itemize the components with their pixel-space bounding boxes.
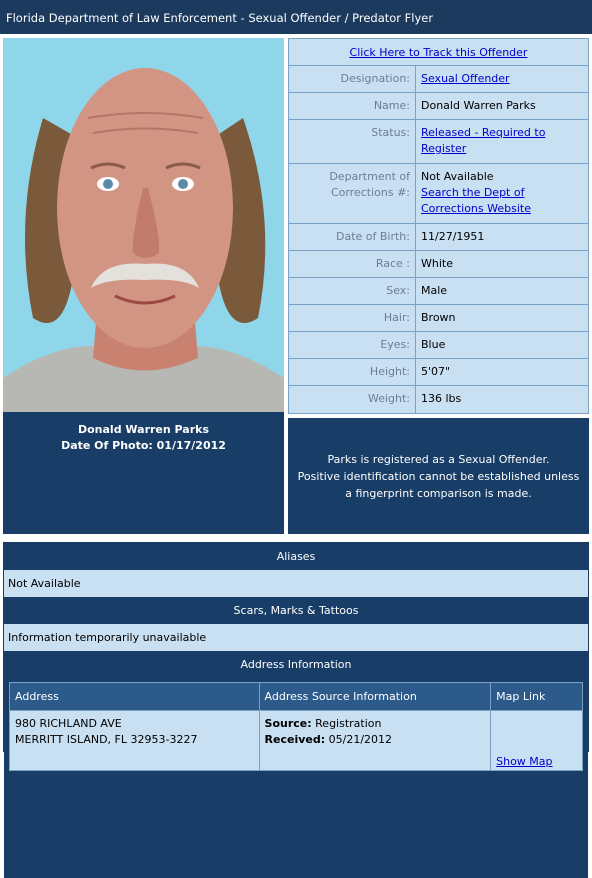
offender-photo: [3, 38, 284, 412]
detail-label: Race :: [289, 251, 416, 277]
detail-row-doc: [289, 164, 588, 224]
address-section: [4, 678, 588, 878]
detail-label: Weight:: [289, 386, 416, 413]
track-offender-link[interactable]: Click Here to Track this Offender: [349, 45, 528, 59]
table-row: [10, 711, 583, 771]
portrait-image: [3, 38, 284, 412]
show-map-link[interactable]: Show Map: [496, 755, 553, 768]
map-cell: [491, 711, 583, 771]
detail-row-designation: [289, 66, 588, 93]
column-header-map: Map Link: [491, 683, 583, 711]
detail-label: Date of Birth:: [289, 224, 416, 250]
detail-label: Designation:: [289, 66, 416, 92]
identification-notice: [288, 418, 589, 534]
page-title: Florida Department of Law Enforcement - Sexual Offender / Predator Flyer: [0, 0, 592, 34]
photo-panel: [3, 38, 284, 534]
aliases-value: Not Available: [4, 570, 588, 597]
column-header-address: Address: [10, 683, 260, 711]
address-line-2: MERRITT ISLAND, FL 32953-3227: [15, 733, 198, 746]
detail-row-hair: [289, 305, 588, 332]
address-table: [9, 682, 583, 771]
address-line-1: 980 RICHLAND AVE: [15, 717, 122, 730]
detail-label: Department of Corrections #:: [289, 164, 416, 223]
address-heading: Address Information: [4, 651, 588, 678]
column-header-source: Address Source Information: [259, 683, 491, 711]
detail-value: Male: [421, 284, 448, 297]
lower-sections: [3, 542, 589, 768]
address-cell: [10, 711, 260, 771]
detail-value: 5'07": [421, 365, 451, 378]
source-label: Source:: [264, 717, 312, 730]
detail-label: Name:: [289, 93, 416, 119]
detail-value: White: [421, 257, 453, 270]
source-cell: [259, 711, 491, 771]
notice-line-2: Positive identification cannot be established unless a fingerprint comparison is made.: [297, 470, 580, 500]
detail-row-height: [289, 359, 588, 386]
offender-name-caption: Donald Warren Parks: [77, 423, 210, 436]
detail-row-dob: [289, 224, 588, 251]
search-corrections-link[interactable]: Search the Dept of Corrections Website: [421, 186, 531, 215]
detail-row-weight: [289, 386, 588, 413]
detail-label: Eyes:: [289, 332, 416, 358]
track-row: [289, 39, 588, 66]
detail-row-sex: [289, 278, 588, 305]
detail-value: Blue: [421, 338, 446, 351]
detail-label: Height:: [289, 359, 416, 385]
designation-link[interactable]: Sexual Offender: [421, 72, 510, 85]
detail-label: Status:: [289, 120, 416, 163]
notice-line-1: Parks is registered as a Sexual Offender.: [327, 453, 550, 466]
photo-date: Date Of Photo: 01/17/2012: [61, 439, 226, 452]
detail-row-name: [289, 93, 588, 120]
detail-value: 136 lbs: [421, 392, 462, 405]
detail-value: Donald Warren Parks: [421, 99, 536, 112]
scars-heading: Scars, Marks & Tattoos: [4, 597, 588, 624]
detail-row-status: [289, 120, 588, 164]
detail-value: Not Available: [421, 170, 494, 183]
detail-row-race: [289, 251, 588, 278]
detail-value: 11/27/1951: [421, 230, 485, 243]
received-label: Received:: [264, 733, 326, 746]
aliases-heading: Aliases: [4, 543, 588, 570]
detail-label: Hair:: [289, 305, 416, 331]
detail-row-eyes: [289, 332, 588, 359]
detail-value: Brown: [421, 311, 456, 324]
detail-label: Sex:: [289, 278, 416, 304]
offender-details-table: [288, 38, 589, 414]
status-link[interactable]: Released - Required to Register: [421, 126, 546, 155]
received-value: 05/21/2012: [328, 733, 393, 746]
scars-value: Information temporarily unavailable: [4, 624, 588, 651]
source-value: Registration: [315, 717, 382, 730]
photo-caption: [3, 422, 284, 454]
address-header-row: [10, 683, 583, 711]
